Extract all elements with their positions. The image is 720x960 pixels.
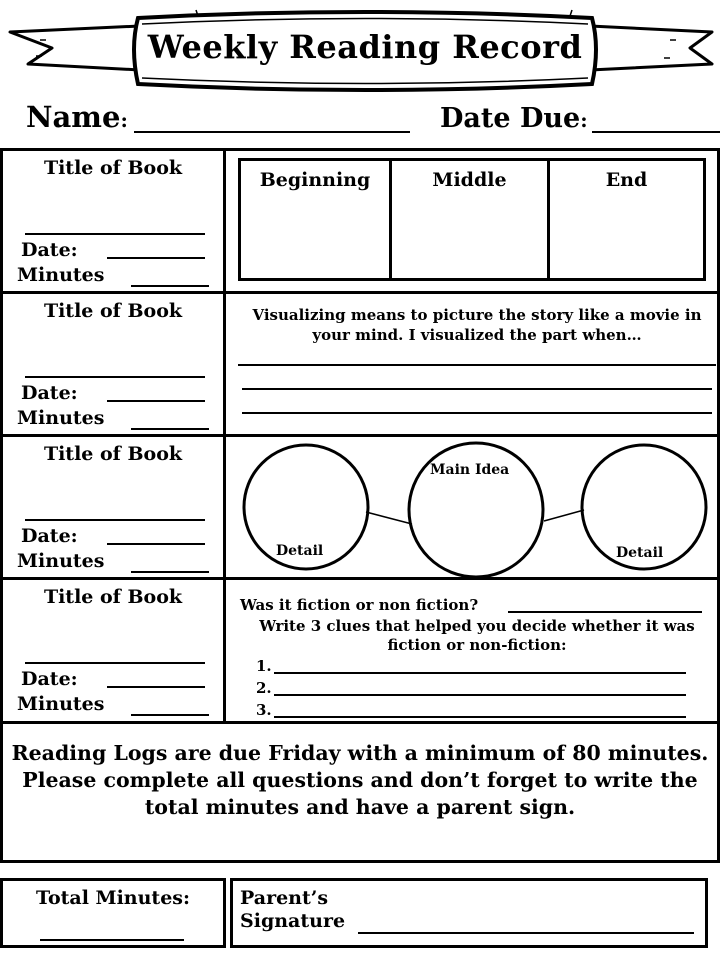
book-entry-1 — [3, 151, 223, 292]
book-entry-3 — [3, 437, 223, 578]
date-field[interactable] — [107, 257, 205, 259]
title-of-book-label: Title of Book — [43, 300, 183, 322]
total-minutes-field[interactable] — [40, 939, 184, 941]
end-cell[interactable]: End — [605, 169, 648, 191]
title-of-book-label: Title of Book — [43, 443, 183, 465]
answer-line[interactable] — [242, 388, 712, 390]
title-field[interactable] — [25, 662, 205, 664]
name-label: Name: — [26, 100, 128, 134]
title-field[interactable] — [25, 376, 205, 378]
minutes-field[interactable] — [131, 714, 209, 716]
title-of-book-label: Title of Book — [43, 586, 183, 608]
answer-line[interactable] — [238, 364, 716, 366]
title-of-book-label: Title of Book — [43, 157, 183, 179]
detail-right-label: Detail — [616, 545, 664, 561]
notice-text: Reading Logs are due Friday with a minimum of 80 minutes. Please complete all questions and don’t forget to write the total minutes and have a parent sign. — [11, 741, 709, 819]
clue-line[interactable] — [274, 672, 686, 674]
main-idea-label: Main Idea — [430, 462, 510, 478]
answer-line[interactable] — [242, 412, 712, 414]
beginning-cell[interactable]: Beginning — [259, 169, 371, 191]
date-label: Date: — [21, 668, 78, 690]
clue-number: 3. — [256, 701, 272, 719]
date-field[interactable] — [107, 686, 205, 688]
book-entry-2 — [3, 294, 223, 435]
date-field[interactable] — [107, 543, 205, 545]
middle-cell[interactable]: Middle — [432, 169, 507, 191]
title-field[interactable] — [25, 233, 205, 235]
clue-line[interactable] — [274, 716, 686, 718]
date-label: Date: — [21, 239, 78, 261]
minutes-field[interactable] — [131, 571, 209, 573]
date-due-label: Date Due: — [440, 103, 588, 134]
fiction-answer-line[interactable] — [508, 611, 702, 613]
minutes-label: Minutes — [17, 693, 105, 715]
clue-number: 2. — [256, 679, 272, 697]
fiction-instruction: Write 3 clues that helped you decide whether it was fiction or non-fiction: — [259, 617, 695, 654]
minutes-field[interactable] — [131, 428, 209, 430]
title-field[interactable] — [25, 519, 205, 521]
clue-number: 1. — [256, 657, 272, 675]
date-due-field[interactable] — [592, 131, 720, 133]
clue-line[interactable] — [274, 694, 686, 696]
parent-signature-label: Parent’s Signature — [240, 887, 346, 932]
book-entry-4 — [3, 580, 223, 721]
date-field[interactable] — [107, 400, 205, 402]
minutes-field[interactable] — [131, 285, 209, 287]
minutes-label: Minutes — [17, 264, 105, 286]
total-minutes-label: Total Minutes: — [35, 887, 190, 909]
minutes-label: Minutes — [17, 550, 105, 572]
fiction-question: Was it fiction or non fiction? — [240, 596, 479, 614]
parent-signature-field[interactable] — [358, 932, 694, 934]
story-map-table — [238, 158, 706, 281]
detail-left-label: Detail — [276, 543, 324, 559]
visualizing-prompt: Visualizing means to picture the story like a movie in your mind. I visualized the part when… — [252, 306, 702, 344]
page-title: Weekly Reading Record — [147, 28, 583, 66]
date-label: Date: — [21, 525, 78, 547]
name-field[interactable] — [134, 131, 410, 133]
date-label: Date: — [21, 382, 78, 404]
minutes-label: Minutes — [17, 407, 105, 429]
